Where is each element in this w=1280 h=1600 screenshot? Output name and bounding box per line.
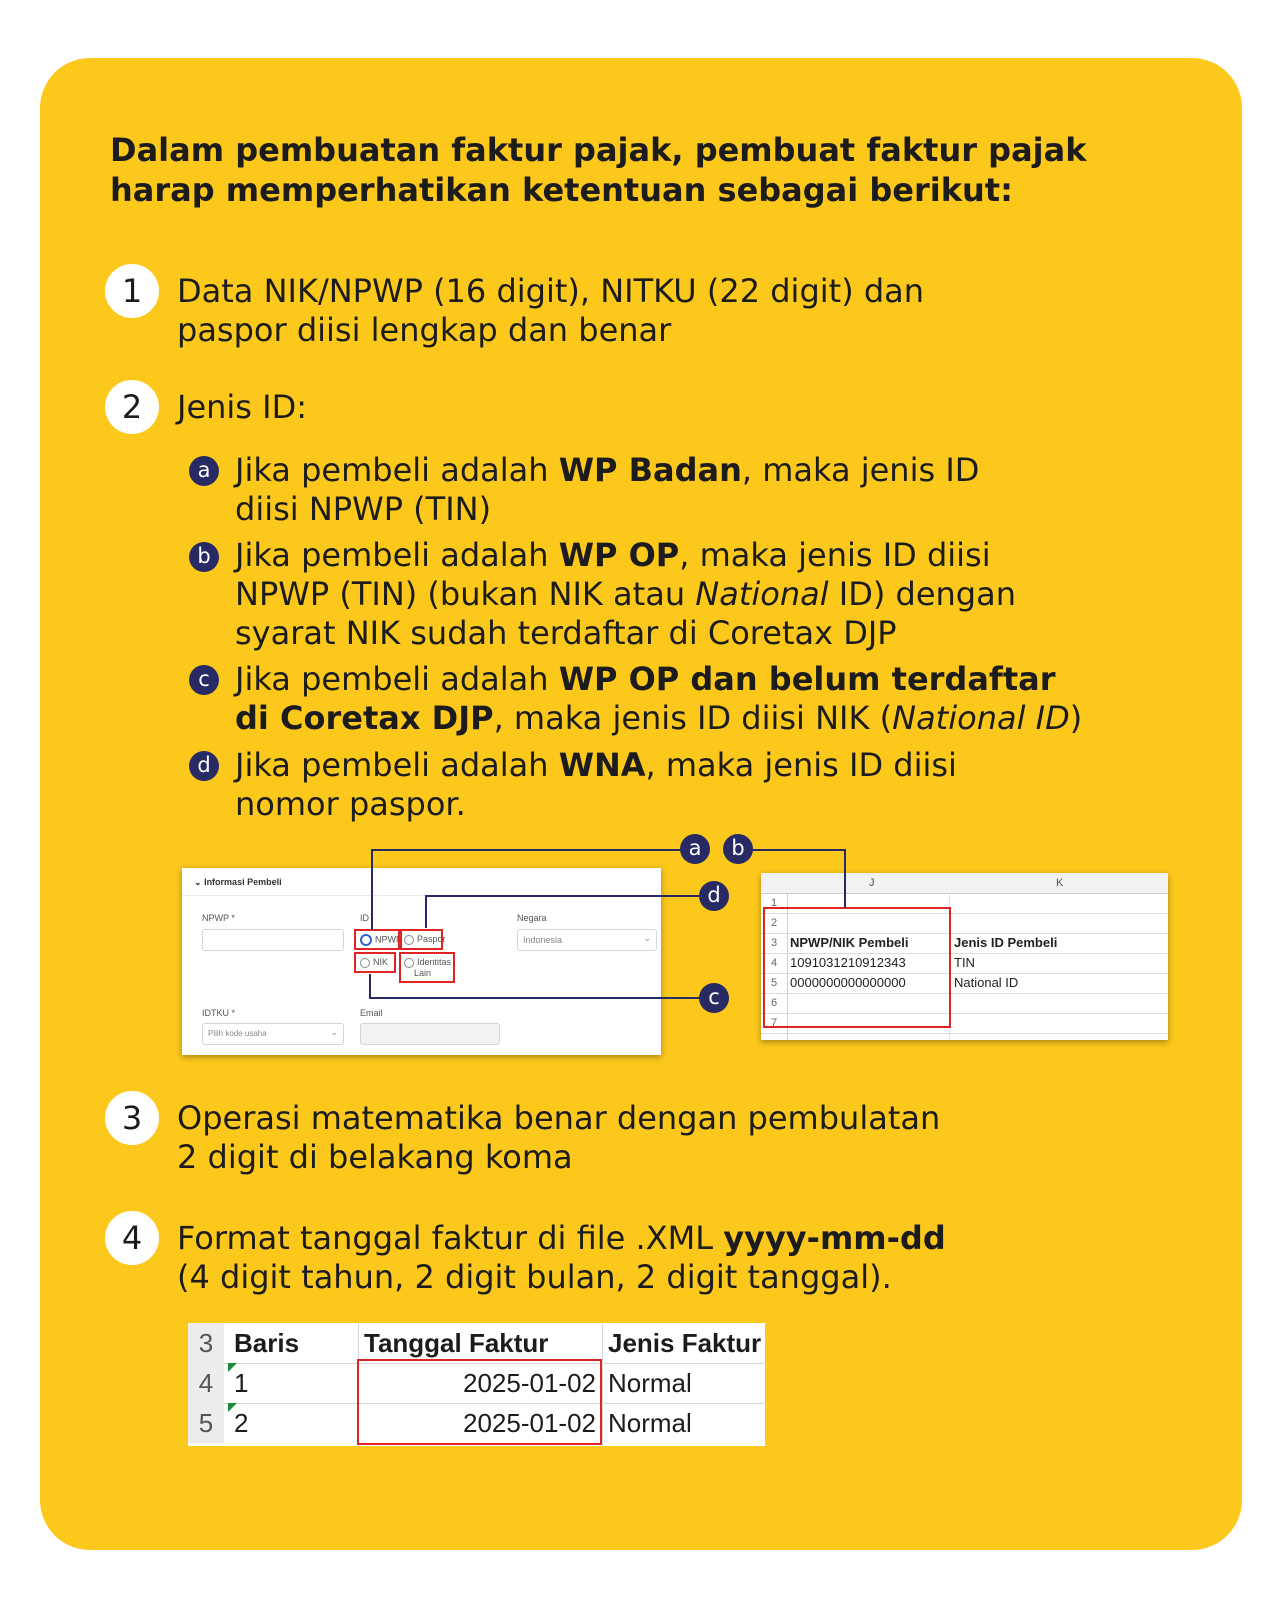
excel-row: 4 1091031210912343 TIN: [761, 953, 1168, 974]
subitem-b-text: Jika pembeli adalah WP OP, maka jenis ID diisi NPWP (TIN) (bukan NIK atau National ID) dengan syarat NIK sudah terdaftar di Coretax DJP: [235, 536, 1016, 652]
table-row: 5 2 2025-01-02 Normal: [188, 1403, 765, 1443]
callout-b: b: [723, 834, 753, 864]
email-label: Email: [360, 1008, 383, 1018]
npwp-input[interactable]: [202, 929, 344, 951]
highlight-tanggal-faktur: [357, 1359, 602, 1445]
id-label: ID: [360, 913, 369, 923]
excel-row: 2: [761, 913, 1168, 934]
form-divider: [182, 895, 661, 896]
npwp-label: NPWP *: [202, 913, 235, 923]
highlight-excel-npwp-column: [763, 907, 951, 1028]
column-k: K: [1056, 877, 1064, 889]
email-input[interactable]: [360, 1023, 500, 1045]
column-j: J: [869, 877, 875, 889]
step-3-text: Operasi matematika benar dengan pembulatan 2 digit di belakang koma: [177, 1099, 941, 1176]
highlight-npwp: [354, 929, 400, 950]
excel-row: 1: [761, 893, 1168, 914]
step-4-text: Format tanggal faktur di file .XML yyyy-mm-dd (4 digit tahun, 2 digit bulan, 2 digit tanggal).: [177, 1219, 946, 1296]
intro-heading: [110, 130, 1190, 210]
form-section-title: ⌄ Informasi Pembeli: [194, 877, 282, 887]
highlight-nik: [354, 952, 396, 973]
intro-line-2: harap memperhatikan ketentuan sebagai berikut:: [110, 171, 1013, 209]
radio-npwp[interactable]: NPWP: [360, 934, 402, 946]
radio-paspor[interactable]: Paspor: [404, 934, 446, 945]
callout-a: a: [680, 834, 710, 864]
subitem-a-text: Jika pembeli adalah WP Badan, maka jenis ID diisi NPWP (TIN): [235, 451, 980, 528]
callout-c: c: [699, 983, 729, 1013]
excel-column-header: [761, 873, 1168, 894]
subitem-a-letter: a: [189, 456, 219, 486]
excel-row: 7: [761, 1013, 1168, 1034]
negara-label: Negara: [517, 913, 547, 923]
idtku-label: IDTKU *: [202, 1008, 236, 1018]
step-3-number: 3: [105, 1091, 159, 1145]
subitem-c-text: Jika pembeli adalah WP OP dan belum terdaftar di Coretax DJP, maka jenis ID diisi NIK (National ID): [235, 660, 1083, 737]
chevron-down-icon: ⌄: [643, 933, 651, 943]
radio-identitas-lain[interactable]: Identitas Lain: [404, 957, 451, 979]
subitem-c-letter: c: [189, 665, 219, 695]
excel-row: 5 0000000000000000 National ID: [761, 973, 1168, 994]
callout-d: d: [699, 881, 729, 911]
step-2-text: Jenis ID:: [177, 388, 307, 426]
table-row: 3 Baris Tanggal Faktur Jenis Faktur: [188, 1323, 765, 1364]
chevron-down-icon: ⌄: [194, 877, 202, 887]
table-row: 4 1 2025-01-02 Normal: [188, 1363, 765, 1404]
negara-select[interactable]: Indonesia ⌄: [517, 929, 657, 951]
intro-line-1: Dalam pembuatan faktur pajak, pembuat faktur pajak: [110, 131, 1087, 169]
idtku-select[interactable]: Pilih kode usaha ⌄: [202, 1023, 344, 1045]
step-1-text: Data NIK/NPWP (16 digit), NITKU (22 digit) dan paspor diisi lengkap dan benar: [177, 272, 925, 349]
step-1-number: 1: [105, 264, 159, 318]
excel-row: 3 NPWP/NIK Pembeli Jenis ID Pembeli: [761, 933, 1168, 954]
highlight-paspor: [400, 929, 443, 950]
subitem-d-text: Jika pembeli adalah WNA, maka jenis ID diisi nomor paspor.: [235, 746, 957, 823]
subitem-b-letter: b: [189, 542, 219, 572]
step-2-number: 2: [105, 380, 159, 434]
subitem-d-letter: d: [189, 751, 219, 781]
col-divider: [602, 1323, 603, 1446]
radio-nik[interactable]: NIK: [360, 957, 388, 968]
highlight-identitas-lain: [399, 952, 455, 983]
step-4-number: 4: [105, 1211, 159, 1265]
chevron-down-icon: ⌄: [330, 1027, 338, 1037]
excel-row: 6: [761, 993, 1168, 1014]
